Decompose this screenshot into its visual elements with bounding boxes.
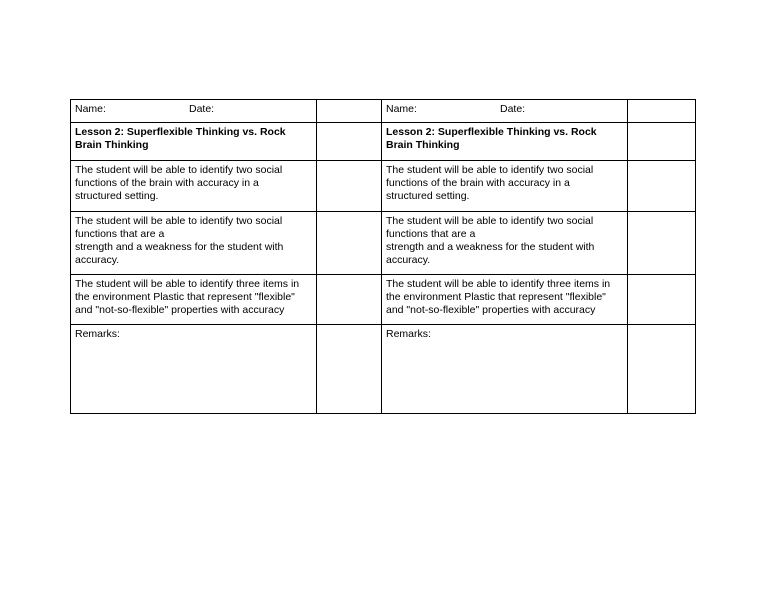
score-cell: [317, 123, 382, 161]
score-cell: [317, 212, 382, 275]
objective-1: The student will be able to identify two social functions of the brain with accuracy in a structured setting.: [382, 161, 628, 212]
score-cell: [628, 123, 696, 161]
score-cell: [628, 325, 696, 414]
score-cell: [317, 100, 382, 123]
objective-1: The student will be able to identify two social functions of the brain with accuracy in a structured setting.: [71, 161, 317, 212]
lesson-title: Lesson 2: Superflexible Thinking vs. Rock Brain Thinking: [382, 123, 628, 161]
score-cell: [628, 275, 696, 325]
score-cell: [628, 100, 696, 123]
score-cell: [317, 325, 382, 414]
objective-3: The student will be able to identify three items in the environment Plastic that represent "flexible" and "not-so-flexible" properties with accuracy: [382, 275, 628, 325]
objective-2: The student will be able to identify two social functions that are a strength and a weakness for the student with accuracy.: [382, 212, 628, 275]
date-label: Date:: [500, 103, 526, 115]
score-cell: [628, 161, 696, 212]
remarks-cell: [382, 325, 628, 414]
remarks-label: Remarks:: [386, 328, 431, 340]
name-label: Name:: [75, 103, 106, 115]
name-date-cell: [71, 100, 317, 123]
lesson-checklist-left: [70, 99, 382, 414]
objective-3: The student will be able to identify three items in the environment Plastic that represent "flexible" and "not-so-flexible" properties with accuracy: [71, 275, 317, 325]
score-cell: [317, 275, 382, 325]
name-date-cell: [382, 100, 628, 123]
lesson-title: Lesson 2: Superflexible Thinking vs. Rock Brain Thinking: [71, 123, 317, 161]
date-label: Date:: [189, 103, 215, 115]
lesson-checklist-right: [381, 99, 696, 414]
name-label: Name:: [386, 103, 417, 115]
score-cell: [628, 212, 696, 275]
objective-2: The student will be able to identify two social functions that are a strength and a weakness for the student with accuracy.: [71, 212, 317, 275]
score-cell: [317, 161, 382, 212]
remarks-label: Remarks:: [75, 328, 120, 340]
remarks-cell: [71, 325, 317, 414]
